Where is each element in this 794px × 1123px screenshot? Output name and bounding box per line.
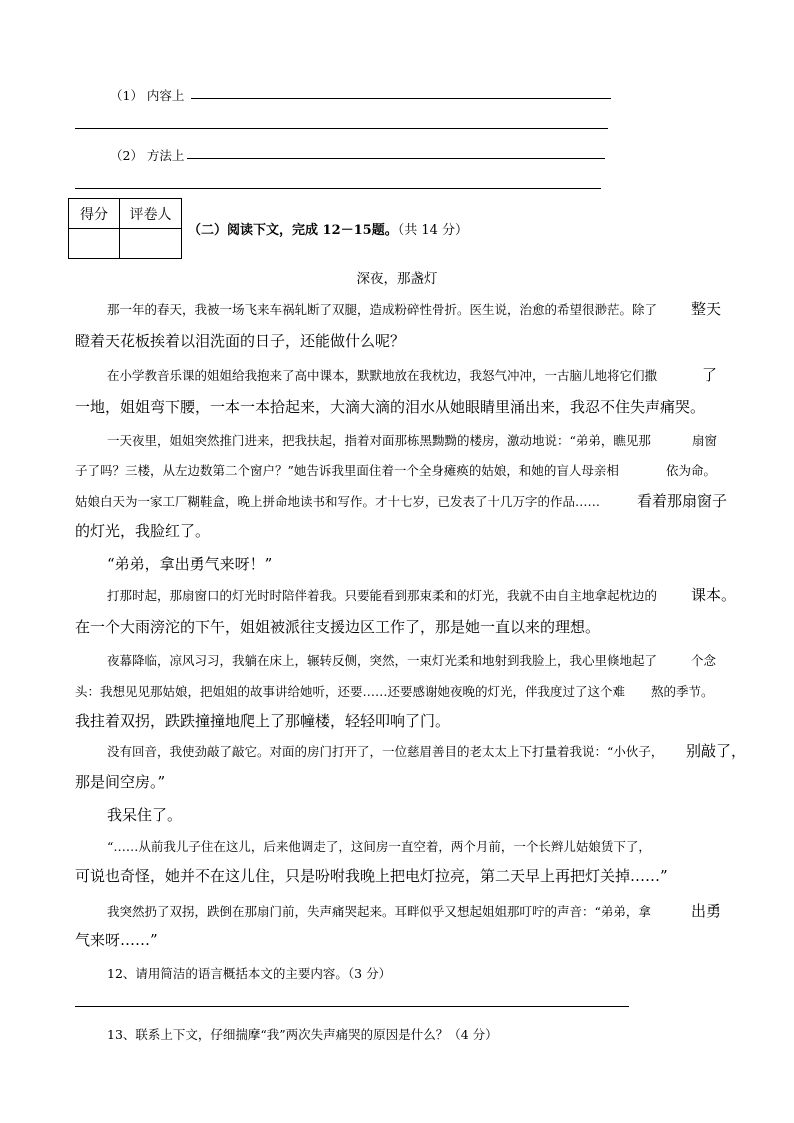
answer-label-content: （1） 内容上 (110, 88, 185, 103)
paragraph-text: 子了吗？三楼，从左边数第二个窗户？”她告诉我里面住着一个全身瘫痪的姑娘，和她的盲人母亲相 (75, 463, 619, 478)
grader-cell[interactable] (120, 229, 182, 259)
paragraph-text: 那一年的春天，我被一场飞来车祸轧断了双腿，造成粉碎性骨折。医生说，治愈的希望很渺茫。除了 (107, 302, 658, 317)
paragraph-text: 看着那扇窗子 (637, 492, 728, 510)
question-13: 13、联系上下文，仔细揣摩“我”两次失声痛哭的原因是什么？（4 分） (107, 1027, 498, 1042)
paragraph-text: 别敲了， (686, 742, 747, 760)
answer-line[interactable] (75, 128, 608, 129)
paragraph-text: 瞪着天花板挨着以泪洗面的日子，还能做什么呢？ (75, 332, 406, 350)
paragraph-text: “……从前我儿子住在这儿，后来他调走了，这间房一直空着，两个月前，一个长辫儿姑娘赁下了， (107, 839, 651, 854)
paragraph-text: 了 (702, 366, 718, 384)
paragraph-text: 头：我想见见那姑娘，把姐姐的故事讲给她听，还要……还要感谢她夜晚的灯光，伴我度过了这个难 (75, 684, 626, 699)
score-header: 得分 (69, 199, 120, 229)
paragraph-text: 我拄着双拐，跌跌撞撞地爬上了那幢楼，轻轻叩响了门。 (75, 712, 451, 730)
score-table (68, 198, 182, 259)
paragraph-text: 我呆住了。 (107, 806, 183, 824)
answer-line[interactable] (191, 98, 611, 99)
paragraph-text: 依为命。 (666, 463, 717, 478)
paragraph-text: 气来呀……” (75, 931, 158, 949)
story-title: 深夜，那盏灯 (356, 271, 438, 287)
answer-label-method: （2） 方法上 (110, 148, 185, 163)
answer-line[interactable] (75, 188, 601, 189)
paragraph-text: 扇窗 (692, 433, 718, 448)
paragraph-text: “弟弟，拿出勇气来呀！” (107, 555, 273, 573)
paragraph-text: 整天 (691, 300, 722, 318)
score-cell[interactable] (69, 229, 120, 259)
paragraph-text: 姑娘白天为一家工厂糊鞋盒，晚上拼命地读书和写作。才十七岁，已发表了十几万字的作品…… (75, 494, 601, 509)
paragraph-text: 一天夜里，姐姐突然推门进来，把我扶起，指着对面那栋黑黝黝的楼房，激动地说：“弟弟，瞧见那 (107, 433, 651, 448)
paragraph-text: 那是间空房。” (75, 773, 166, 791)
paragraph-text: 在一个大雨滂沱的下午，姐姐被派往支援边区工作了，那是她一直以来的理想。 (75, 618, 601, 636)
grader-header: 评卷人 (120, 199, 182, 229)
paragraph-text: 课本。 (691, 586, 737, 604)
paragraph-text: 我突然扔了双拐，跌倒在那扇门前，失声痛哭起来。耳畔似乎又想起姐姐那叮咛的声音：“弟弟，拿 (107, 904, 651, 919)
paragraph-text: 可说也奇怪，她并不在这儿住，只是吩咐我晚上把电灯拉亮，第二天早上再把灯关掉……” (75, 867, 668, 885)
question-12: 12、请用简洁的语言概括本文的主要内容。（3 分） (107, 966, 392, 981)
paragraph-text: 夜幕降临，凉风习习，我躺在床上，辗转反侧，突然，一束灯光柔和地射到我脸上，我心里倏地起了 (107, 653, 658, 668)
paragraph-text: 一地，姐姐弯下腰，一本一本拾起来，大滴大滴的泪水从她眼睛里涌出来，我忍不住失声痛哭。 (75, 398, 706, 416)
answer-line[interactable] (187, 158, 605, 159)
answer-line[interactable] (75, 1006, 629, 1007)
paragraph-text: 的灯光，我脸红了。 (75, 522, 211, 540)
paragraph-text: 在小学教音乐课的姐姐给我抱来了高中课本，默默地放在我枕边，我怒气冲冲，一古脑儿地将它们撒 (107, 368, 658, 383)
paragraph-text: 出勇 (691, 902, 722, 920)
paragraph-text: 熬的季节。 (651, 684, 714, 699)
paragraph-text: 没有回音，我使劲敲了敲它。对面的房门打开了，一位慈眉善目的老太太上下打量着我说：“小伙子， (107, 744, 664, 759)
paragraph-text: 打那时起，那扇窗口的灯光时时陪伴着我。只要能看到那束柔和的灯光，我就不由自主地拿起枕边的 (107, 588, 658, 603)
paragraph-text: 个念 (691, 653, 717, 668)
section-heading: （二）阅读下文，完成 12－15题。（共 14 分） (188, 223, 469, 238)
